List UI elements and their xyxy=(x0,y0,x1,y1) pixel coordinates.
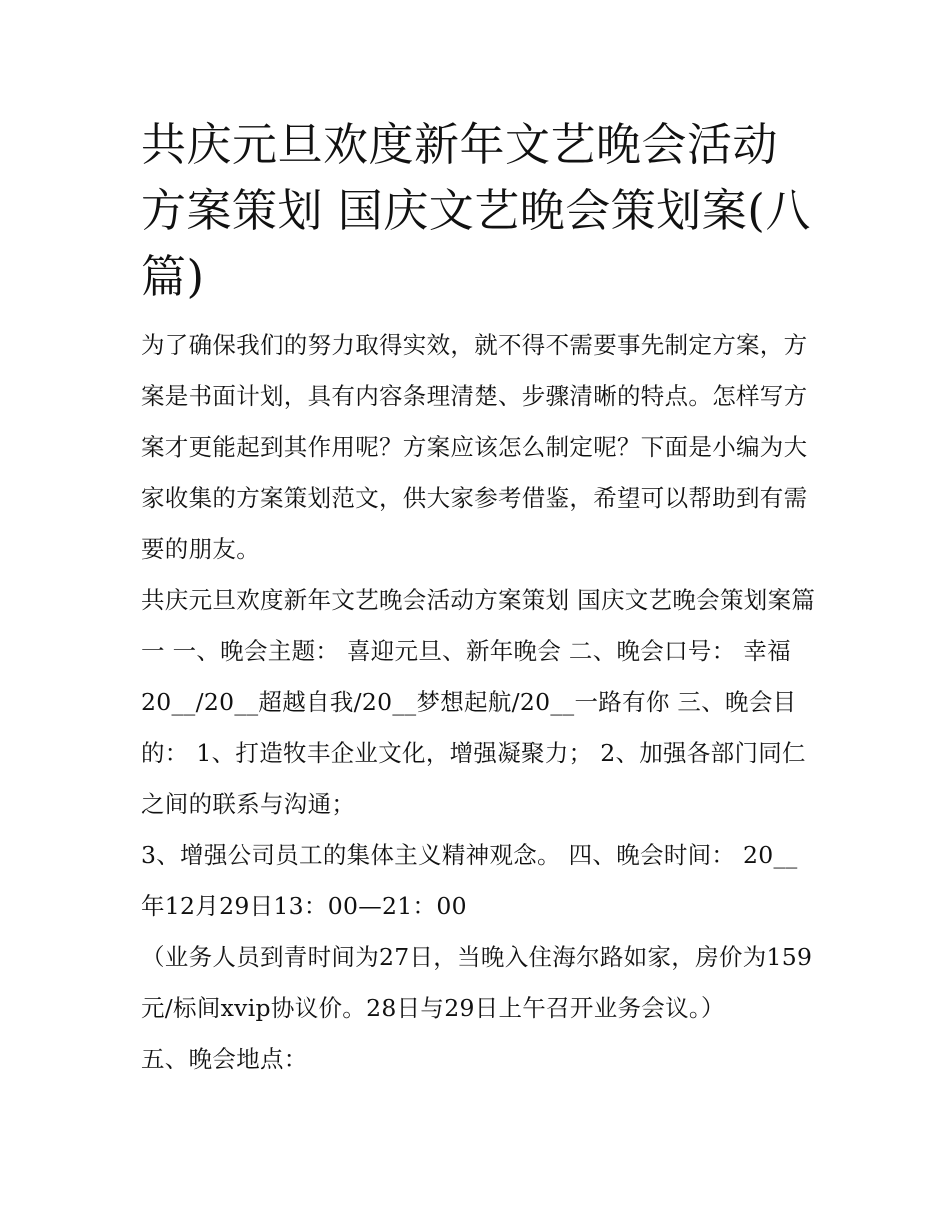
section-one-paragraph: 共庆元旦欢度新年文艺晚会活动方案策划 国庆文艺晚会策划案篇一 一、晚会主题： 喜迎元旦、新年晚会 二、晚会口号： 幸福20__/20__超越自我/20__梦想起航/20__一路有你 三、晚会目的： 1、打造牧丰企业文化，增强凝聚力； 2、加强各部门同仁之间的联系与沟通； xyxy=(141,586,816,818)
location-heading: 五、晚会地点： xyxy=(141,1045,308,1073)
document-title: 共庆元旦欢度新年文艺晚会活动方案策划 国庆文艺晚会策划案(八篇) xyxy=(141,118,811,303)
document-body xyxy=(141,112,821,1085)
time-paragraph: 3、增强公司员工的集体主义精神观念。 四、晚会时间： 20__年12月29日13：00—21：00 xyxy=(141,841,798,920)
intro-paragraph: 为了确保我们的努力取得实效，就不得不需要事先制定方案，方案是书面计划，具有内容条理清楚、步骤清晰的特点。怎样写方案才更能起到其作用呢？方案应该怎么制定呢？下面是小编为大家收集的方案策划范文，供大家参考借鉴，希望可以帮助到有需要的朋友。 xyxy=(141,331,808,563)
note-paragraph: （业务人员到青时间为27日，当晚入住海尔路如家，房价为159元/标间xvip协议价。28日与29日上午召开业务会议。） xyxy=(141,943,813,1022)
